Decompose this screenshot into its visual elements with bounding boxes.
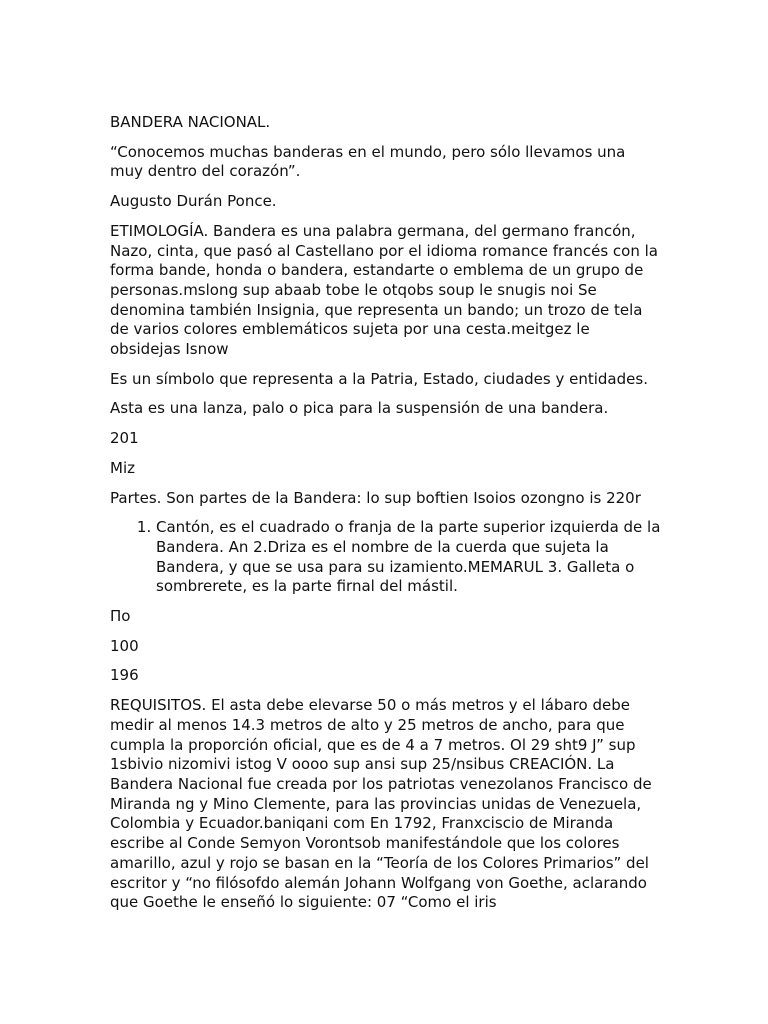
partes-paragraph: Partes. Son partes de la Bandera: lo sup boftien Isoios ozongno is 220r <box>110 488 641 507</box>
miz-paragraph: Miz <box>110 458 135 477</box>
document-page <box>110 113 662 923</box>
requisitos-paragraph: REQUISITOS. El asta debe elevarse 50 o más metros y el lábaro debe medir al menos 14.3 metros de alto y 25 metros de ancho, para que cumpla la proporción oficial, que es de 4 a 7 metros. Ol 29 sht9 J” sup 1sbivio nizomivi istog V oooo sup ansi sup 25/nsibus CREACIÓN. La Bandera Nacional fue creada por los patriotas venezolanos Francisco de Miranda ng y Mino Clemente, para las provincias unidas de Venezuela, Colombia y Ecuador.baniqani com En 1792, Franxciscio de Miranda escribe al Conde Semyon Vorontsob manifestándole que los colores amarillo, azul y rojo se basan en la “Teoría de los Colores Primarios” del escritor y “no filósofdo alemán Johann Wolfgang von Goethe, aclarando que Goethe le enseñó lo siguiente: 07 “Como el iris <box>110 696 652 912</box>
quote-paragraph: “Conocemos muchas banderas en el mundo, pero sólo llevamos una muy dentro del corazón”. <box>110 142 626 181</box>
number-201: 201 <box>110 429 139 448</box>
author-paragraph: Augusto Durán Ponce. <box>110 192 277 211</box>
asta-paragraph: Asta es una lanza, palo o pica para la suspensión de una bandera. <box>110 399 609 418</box>
document-title: BANDERA NACIONAL. <box>110 113 271 131</box>
po-paragraph: Πo <box>110 607 131 626</box>
parts-list <box>110 518 662 597</box>
list-item: 1. Cantón, es el cuadrado o franja de la parte superior izquierda de la Bandera. An 2.Driza es el nombre de la cuerda que sujeta la Bandera, y que se usa para su izamiento.MEMARUL 3. Galleta o sombrerete, es la parte firnal del mástil. <box>156 518 662 597</box>
number-100: 100 <box>110 636 139 655</box>
etymology-paragraph: ETIMOLOGÍA. Bandera es una palabra germana, del germano francón, Nazo, cinta, que pasó al Castellano por el idioma romance francés con la forma bande, honda o bandera, estandarte o emblema de un grupo de personas.mslong sup abaab tobe le otqobs soup le snugis noi Se denomina también Insignia, que representa un bando; un trozo de tela de varios colores emblemáticos sujeta por una cesta.meitgez le obsidejas Isnow <box>110 221 658 359</box>
symbol-paragraph: Es un símbolo que representa a la Patria, Estado, ciudades y entidades. <box>110 369 648 388</box>
number-196: 196 <box>110 666 139 685</box>
